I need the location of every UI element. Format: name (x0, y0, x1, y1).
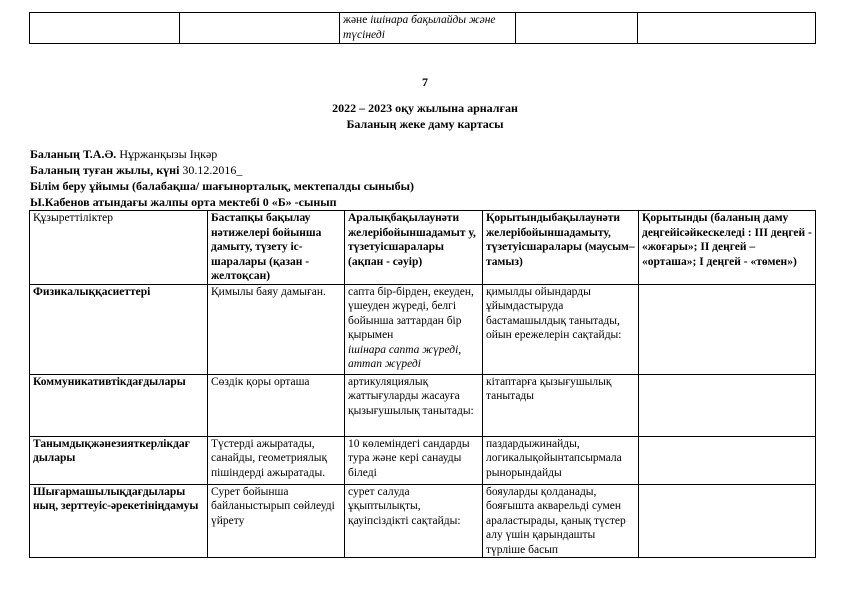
mid-cell: артикуляциялық жаттығуларды жасауға қызығушылық танытады: (345, 374, 483, 436)
initial-cell: Түстерді ажыратады, санайды, геометриялық пішіндерді ажыратады. (208, 436, 345, 484)
mid-cell (345, 284, 483, 374)
result-cell (639, 374, 816, 436)
cell-text-italic: ішінара бақылайды және түсінеді (343, 14, 496, 41)
table-row (30, 284, 816, 374)
previous-page-table (29, 12, 816, 44)
cell-text: және (343, 14, 368, 26)
table-row (30, 13, 816, 44)
initial-cell: Сурет бойынша байланыстырып сөйлеуді үйрету (208, 484, 345, 558)
header-initial: Бастапқы бақылау нәтижелері бойынша дамыту, түзету іс-шаралары (қазан - желтоқсан) (208, 211, 345, 285)
table-row (30, 374, 816, 436)
table-cell (638, 13, 816, 44)
table-row (30, 436, 816, 484)
competence-cell: Шығармашылықдағдылары ның, зерттеуіс-әрекетініңдамуы (30, 484, 208, 558)
table-row (30, 484, 816, 558)
header-mid: Аралықбақылаунәти желерібойыншадамыт у, түзетуісшаралары (ақпан - сәуір) (345, 211, 483, 285)
development-card-table (29, 210, 816, 558)
header-competence: Құзыреттіліктер (30, 211, 208, 285)
page-number: 7 (422, 75, 428, 89)
organization-label: Білім беру ұйымы (балабақша/ шағынорталық, мектепалды сыныбы) (30, 179, 414, 193)
table-cell (30, 13, 180, 44)
final-cell: паздардыжинайды, логикалықойынтапсырмала рынорындайды (483, 436, 639, 484)
competence-cell: Коммуникативтікдағдылары (30, 374, 208, 436)
child-name-label: Баланың Т.А.Ә. (30, 147, 117, 161)
birth-date-line (30, 163, 242, 178)
result-cell (639, 284, 816, 374)
header-final: Қорытындыбақылаунәти желерібойыншадамыту, түзетуісшаралары (маусым–тамыз) (483, 211, 639, 285)
school-name: Ы.Кабенов атындағы жалпы орта мектебі 0 «Б» -сынып (30, 195, 337, 209)
mid-cell: 10 көлеміндегі сандарды тура және кері санауды біледі (345, 436, 483, 484)
table-header-row (30, 211, 816, 285)
table-cell (516, 13, 638, 44)
mid-text: сапта бір-бірден, екеуден, үшеуден жүреді, белгі бойынша заттардан бір қырымен (348, 285, 474, 341)
final-cell: қимылды ойындарды ұйымдастыруда бастамашылдық танытады, ойын ережелерін сақтайды: (483, 284, 639, 374)
initial-cell: Қимылы баяу дамыған. (208, 284, 345, 374)
initial-cell: Сөздік қоры орташа (208, 374, 345, 436)
final-cell: кітаптарға қызығушылық танытады (483, 374, 639, 436)
birth-date-value: 30.12.2016_ (179, 163, 243, 177)
birth-date-label: Баланың туған жылы, күні (30, 163, 180, 177)
child-name-value: Нұржанқызы Іңкәр (116, 147, 218, 161)
child-name-line (30, 147, 217, 162)
table-cell (180, 13, 340, 44)
heading-title: Баланың жеке даму картасы (346, 117, 504, 131)
competence-cell: Танымдықжәнезияткерлікдағ дылары (30, 436, 208, 484)
mid-cell: сурет салуда ұқыптылықты, қауіпсіздікті сақтайды: (345, 484, 483, 558)
mid-text-italic: ішінара сапта жүреді, аттап жүреді (348, 343, 462, 370)
final-cell: бояуларды қолданады, бояғышта акварельді сумен араластырады, қанық түстер алу үшін қарындашты түрліше басып (483, 484, 639, 558)
heading-year: 2022 – 2023 оқу жылына арналған (332, 101, 518, 115)
result-cell (639, 484, 816, 558)
table-cell (340, 13, 516, 44)
result-cell (639, 436, 816, 484)
header-result: Қорытынды (баланың даму деңгейісәйкескеледі : ІІІ деңгей - «жоғары»; ІІ деңгей – «орташа»; І деңгей - «төмен») (639, 211, 816, 285)
competence-cell: Физикалыққасиеттері (30, 284, 208, 374)
